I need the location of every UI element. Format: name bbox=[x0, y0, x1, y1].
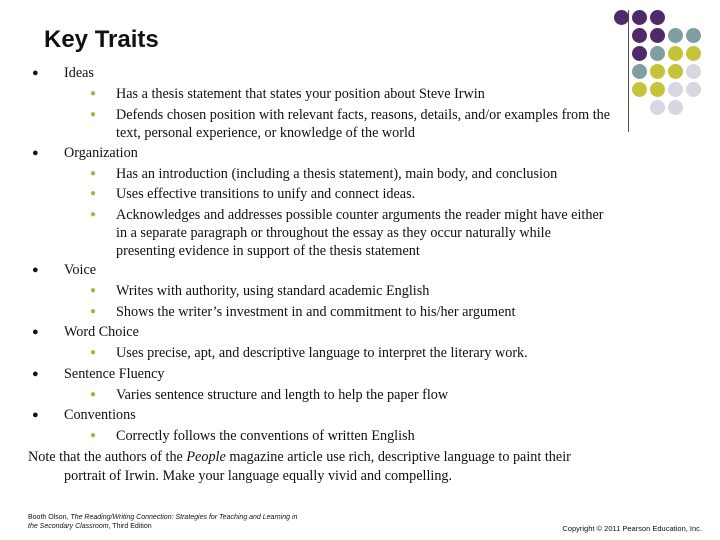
bullet-icon: ● bbox=[90, 347, 97, 358]
list-item bbox=[28, 164, 688, 185]
citation-title-part2: the Secondary Classroom bbox=[28, 523, 109, 530]
section-heading-text: Voice bbox=[64, 262, 97, 278]
copyright: Copyright © 2011 Pearson Education, Inc. bbox=[562, 524, 702, 533]
decorative-dot bbox=[650, 10, 665, 25]
note-text-italic: People bbox=[186, 448, 226, 465]
decorative-dot bbox=[614, 10, 629, 25]
list-item bbox=[28, 84, 688, 105]
decorative-dot bbox=[686, 28, 701, 43]
list-item-text: Uses precise, apt, and descriptive language to interpret the literary work. bbox=[116, 345, 528, 361]
list-item-text: Writes with authority, using standard academic English bbox=[116, 283, 430, 299]
bullet-icon: ● bbox=[90, 88, 97, 99]
section-heading bbox=[28, 260, 688, 281]
bullet-icon: ● bbox=[32, 409, 39, 421]
bullet-icon: ● bbox=[90, 108, 97, 120]
section-heading-text: Organization bbox=[64, 144, 138, 161]
decorative-dot bbox=[650, 46, 665, 61]
list-item-text: Uses effective transitions to unify and connect ideas. bbox=[116, 186, 416, 202]
decorative-dot bbox=[686, 46, 701, 61]
list-item-text: Correctly follows the conventions of written English bbox=[116, 428, 415, 444]
decorative-dot bbox=[686, 82, 701, 97]
bullet-icon: ● bbox=[32, 264, 39, 276]
decorative-dot bbox=[632, 28, 647, 43]
section-heading bbox=[28, 143, 688, 164]
list-item bbox=[28, 343, 688, 364]
list-item bbox=[28, 385, 688, 406]
bullet-icon: ● bbox=[90, 388, 97, 400]
bullet-icon: ● bbox=[90, 167, 97, 179]
bullet-icon: ● bbox=[90, 285, 97, 296]
decorative-dot bbox=[632, 10, 647, 25]
decorative-dot bbox=[632, 46, 647, 61]
decorative-dot bbox=[686, 64, 701, 79]
note-paragraph bbox=[28, 448, 688, 486]
list-item-text: Defends chosen position with relevant facts, reasons, details, and/or examples from the bbox=[116, 106, 611, 123]
list-item-continuation: in a separate paragraph or throughout the essay as they occur naturally while bbox=[116, 225, 551, 241]
citation-author: Booth Olson, bbox=[28, 514, 71, 521]
list-item-text: Shows the writer’s investment in and commitment to his/her argument bbox=[116, 303, 516, 320]
section-heading bbox=[28, 63, 688, 84]
section-heading bbox=[28, 322, 688, 343]
citation-edition: , Third Edition bbox=[108, 523, 152, 530]
section-heading bbox=[28, 405, 688, 426]
bullet-icon: ● bbox=[90, 208, 97, 220]
note-text-before: Note that the authors of the bbox=[28, 448, 187, 465]
note-text-line2: portrait of Irwin. Make your language equally vivid and compelling. bbox=[64, 467, 453, 484]
bullet-icon: ● bbox=[90, 430, 97, 441]
decorative-dot bbox=[650, 28, 665, 43]
slide-title: Key Traits bbox=[44, 26, 159, 53]
list-item-text: Has an introduction (including a thesis statement), main body, and conclusion bbox=[116, 165, 558, 182]
bullet-icon: ● bbox=[90, 188, 97, 199]
list-item-text: Acknowledges and addresses possible counter arguments the reader might have either bbox=[116, 206, 604, 223]
traits-list bbox=[28, 63, 688, 486]
note-text-after: magazine article use rich, descriptive language to paint their bbox=[225, 448, 571, 465]
citation bbox=[28, 513, 297, 531]
list-item-continuation: presenting evidence in support of the thesis statement bbox=[116, 242, 420, 259]
list-item-continuation: text, personal experience, or knowledge of the world bbox=[116, 125, 416, 141]
list-item bbox=[28, 105, 688, 126]
list-item bbox=[28, 302, 688, 323]
section-heading-text: Ideas bbox=[64, 65, 94, 81]
list-item-text: Varies sentence structure and length to help the paper flow bbox=[116, 386, 449, 403]
section-heading-text: Sentence Fluency bbox=[64, 365, 165, 382]
decorative-dot bbox=[668, 28, 683, 43]
bullet-icon: ● bbox=[32, 67, 39, 79]
section-heading bbox=[28, 364, 688, 385]
bullet-icon: ● bbox=[90, 305, 97, 317]
bullet-icon: ● bbox=[32, 367, 39, 380]
section-heading-text: Word Choice bbox=[64, 324, 139, 340]
section-heading-text: Conventions bbox=[64, 407, 136, 423]
list-item-text: Has a thesis statement that states your position about Steve Irwin bbox=[116, 86, 485, 102]
list-item bbox=[28, 281, 688, 302]
list-item bbox=[28, 426, 688, 447]
list-item bbox=[28, 184, 688, 205]
bullet-icon: ● bbox=[32, 326, 39, 338]
citation-title-part1: The Reading/Writing Connection: Strategies for Teaching and Learning in bbox=[70, 514, 298, 521]
list-item bbox=[28, 205, 688, 226]
decorative-dot bbox=[668, 46, 683, 61]
bullet-icon: ● bbox=[32, 146, 39, 159]
